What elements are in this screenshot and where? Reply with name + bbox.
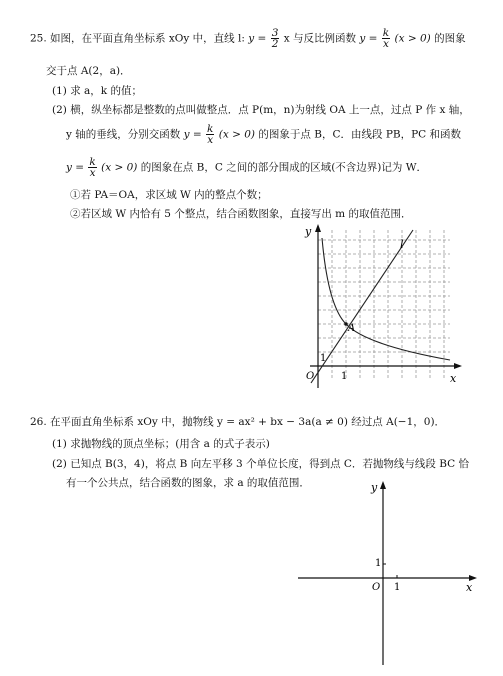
q26-y-arrow: [380, 481, 386, 489]
q25-part2-a: (2) 横，纵坐标都是整数的点叫做整点．点 P(m，n)为射线 OA 上一点，过点 P 作 x 轴，: [52, 104, 470, 116]
q25-part2-c-fraction: $\frac{k}{x}$: [89, 156, 96, 179]
q25-line-eq-suffix: x 与反比例函数: [283, 32, 356, 45]
q25-hyperbola: [322, 238, 450, 360]
q26-line-1: [30, 415, 445, 429]
q25-part2-b-fraction: $\frac{k}{x}$: [207, 123, 214, 146]
q25-func-fraction: $\frac{k}{x}$: [382, 27, 390, 50]
q25-point-label: A: [348, 323, 356, 334]
q25-grid: [318, 230, 450, 380]
q25-x-arrow: [454, 363, 462, 369]
q25-part2-b-func: y =: [183, 128, 202, 141]
q25-y-arrow: [315, 224, 321, 232]
q25-part2-c: [66, 157, 427, 178]
q26-part2-b: 有一个公共点，结合函数的图象，求 a 的取值范围．: [66, 477, 310, 489]
q25-intro: 如图，在平面直角坐标系 xOy 中，直线 l:: [50, 32, 245, 45]
q26-intro: 在平面直角坐标系 xOy 中，抛物线 y = ax² + bx − 3a(a ≠ 0) 经过点 A(−1，0)．: [50, 416, 446, 428]
q25-line-1: [30, 28, 466, 49]
q25-one-y: 1: [320, 353, 327, 364]
q26-part2-a: (2) 已知点 B(3，4)，将点 B 向左平移 3 个单位长度，得到点 C．若抛物线与线段 BC 恰: [52, 458, 470, 470]
q25-origin-label: O: [306, 371, 315, 382]
q25-part2-c-suffix: 的图象在点 B，C 之间的部分围成的区域(不含边界)记为 W．: [140, 161, 428, 174]
q25-line-fraction: $\frac{3}{2}$: [271, 27, 279, 50]
q25-graph: [300, 220, 470, 395]
q25-line-eq-prefix: y =: [248, 32, 267, 45]
q26-y-label: y: [371, 481, 378, 494]
q25-part1: (1) 求 a，k 的值；: [52, 85, 143, 97]
q25-sub2: ②若区域 W 内恰有 5 个整点，结合函数图象，直接写出 m 的取值范围．: [70, 208, 412, 220]
q26-one-y: 1: [375, 558, 382, 569]
q25-part2-b-domain: (x > 0): [218, 128, 256, 141]
q26-origin-label: O: [372, 582, 381, 593]
q25-y-label: y: [305, 225, 312, 238]
q25-intro-end: 的图象: [434, 32, 466, 45]
q25-part2-b-suffix: 的图象于点 B，C．由线段 PB，PC 和函数: [258, 128, 462, 141]
q25-part2-c-domain: (x > 0): [101, 161, 138, 174]
q25-part2-b: [66, 124, 461, 145]
q25-func-prefix: y =: [359, 32, 378, 45]
q26-number: 26.: [30, 416, 47, 428]
q25-part2-c-func: y =: [66, 161, 85, 174]
q26-part1: (1) 求抛物线的顶点坐标；(用含 a 的式子表示): [52, 438, 270, 450]
q25-func-domain: (x > 0): [394, 32, 431, 45]
q25-line-label: l: [400, 238, 404, 251]
q25-sub1: ①若 PA＝OA，求区域 W 内的整点个数；: [70, 189, 268, 201]
q25-intro-c: 交于点 A(2，a)．: [46, 65, 131, 77]
q26-graph: [290, 475, 485, 670]
q25-number: 25.: [30, 32, 47, 45]
q26-one-x: 1: [394, 582, 401, 593]
q25-one-x: 1: [341, 371, 348, 382]
q25-part2-b-prefix: y 轴的垂线，分别交函数: [66, 128, 181, 141]
q26-x-label: x: [466, 581, 473, 594]
q25-x-label: x: [450, 372, 457, 385]
